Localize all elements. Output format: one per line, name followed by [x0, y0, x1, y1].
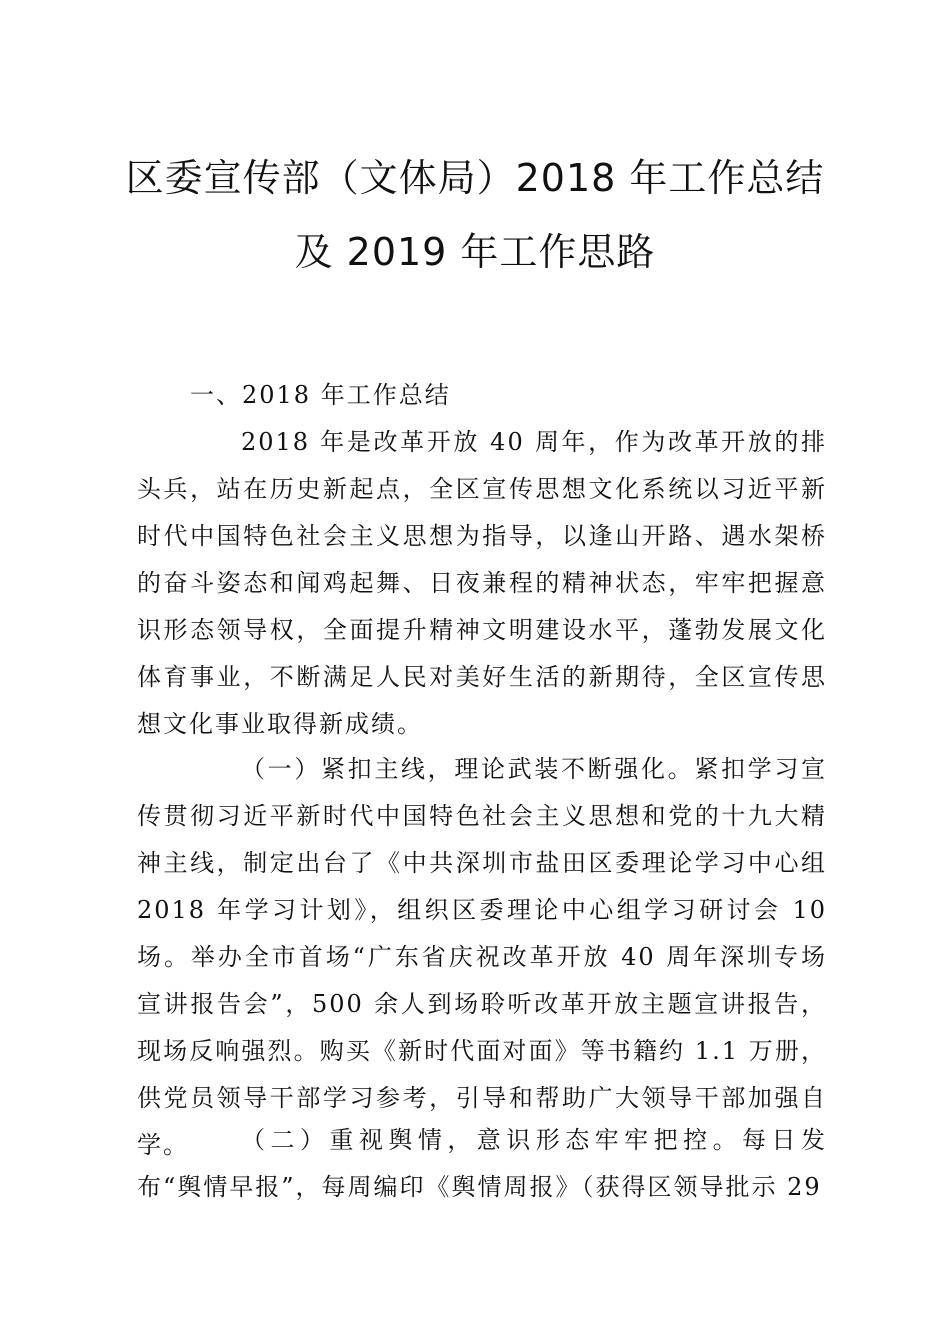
paragraph-public-opinion: （二）重视舆情，意识形态牢牢把控。每日发布“舆情早报”，每周编印《舆情周报》（获得区领导批示 29 [137, 1126, 827, 1201]
document-title-line-2: 及 2019 年工作思路 [294, 230, 656, 274]
paragraph-theory: （一）紧扣主线，理论武装不断强化。紧扣学习宣传贯彻习近平新时代中国特色社会主义思想和党的十九大精神主线，制定出台了《中共深圳市盐田区委理论学习中心组 2018 年学习计划》，组织区委理论中心组学习研讨会 10 场。举办全市首场“广东省庆祝改革开放 40 周年深圳专场宣讲报告会”，500 余人到场聆听改革开放主题宣讲报告，现场反响强烈。购买《新时代面对面》等书籍约 1.1 万册，供党员领导干部学习参考，引导和帮助广大领导干部加强自学。 [137, 755, 827, 1159]
paragraph-intro: 2018 年是改革开放 40 周年，作为改革开放的排头兵，站在历史新起点，全区宣传思想文化系统以习近平新时代中国特色社会主义思想为指导，以逢山开路、遇水架桥的奋斗姿态和闻鸡起舞、日夜兼程的精神状态，牢牢把握意识形态领导权，全面提升精神文明建设水平，蓬勃发展文化体育事业，不断满足人民对美好生活的新期待，全区宣传思想文化事业取得新成绩。 [137, 428, 827, 738]
section-heading: 一、2018 年工作总结 [190, 381, 451, 409]
document-title-line-1: 区委宣传部（文体局）2018 年工作总结 [125, 156, 825, 200]
